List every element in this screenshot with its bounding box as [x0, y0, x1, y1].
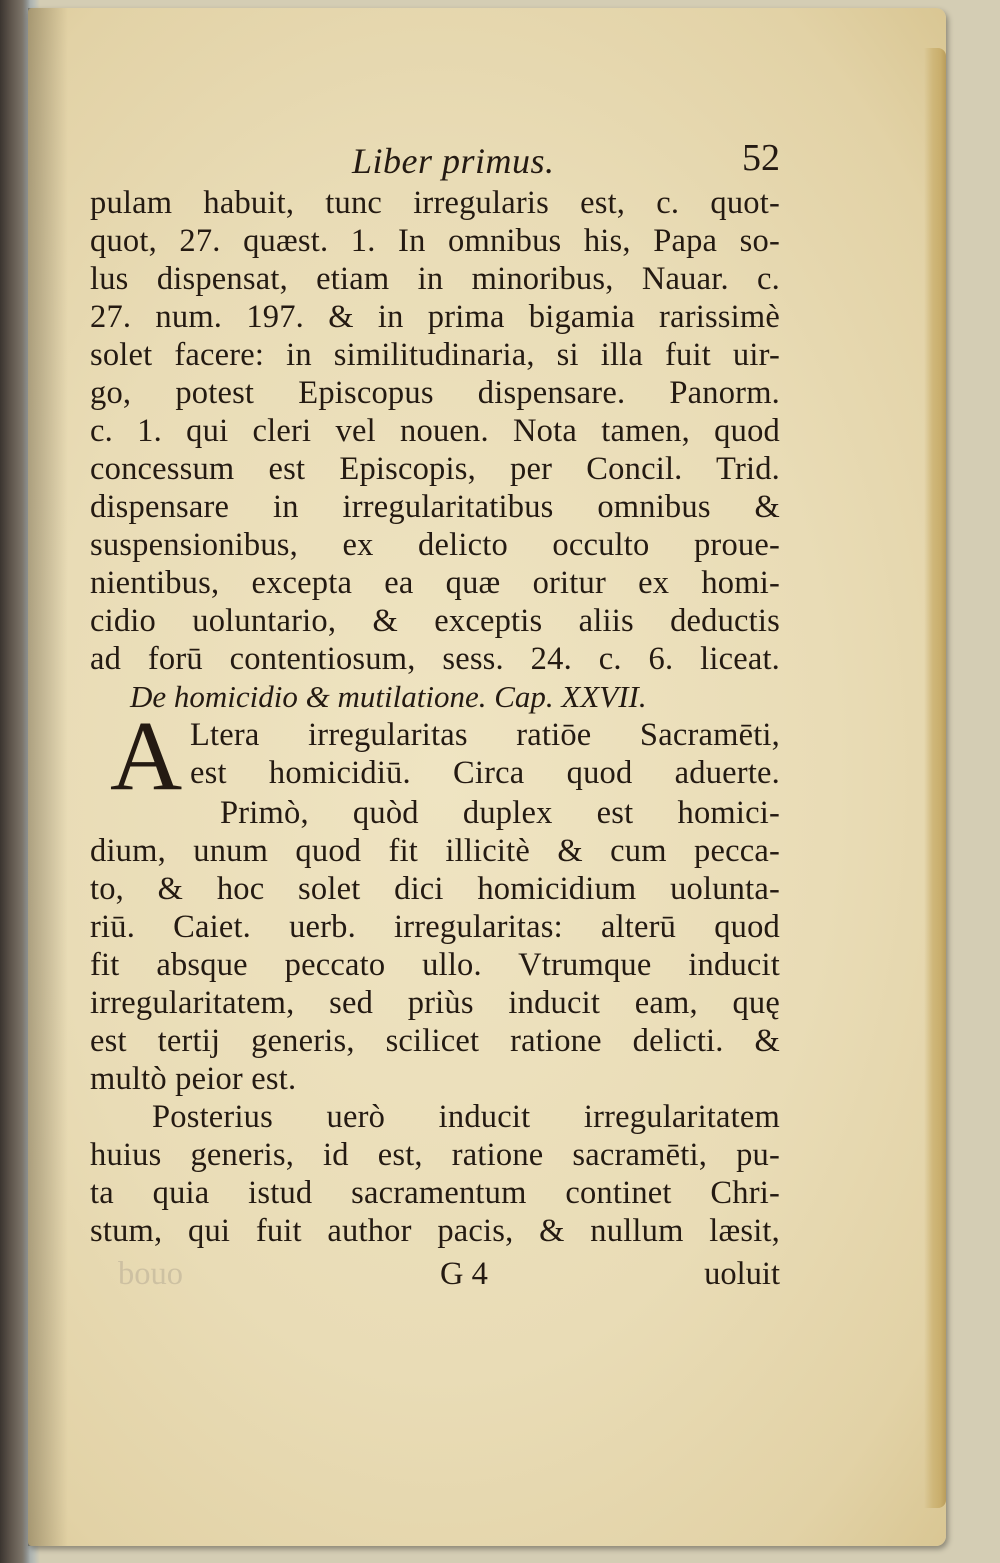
text-line: solet facere: in similitudinaria, si illa fuit uir-	[90, 337, 780, 373]
text-line: ta quia istud sacramentum continet Chri-	[90, 1175, 780, 1211]
text-line: ad forū contentiosum, sess. 24. c. 6. liceat.	[90, 641, 780, 677]
text-line: c. 1. qui cleri vel nouen. Nota tamen, quod	[90, 413, 780, 449]
text-line: lus dispensat, etiam in minoribus, Nauar. c.	[90, 261, 780, 297]
text-line: stum, qui fuit author pacis, & nullum læsit,	[90, 1213, 780, 1249]
drop-cap-initial: A	[110, 700, 183, 811]
text-line: dium, unum quod fit illicitè & cum pecca-	[90, 833, 780, 869]
text-line: suspensionibus, ex delicto occulto proue-	[90, 527, 780, 563]
running-title: Liber primus.	[352, 141, 555, 181]
text-line: quot, 27. quæst. 1. In omnibus his, Papa so-	[90, 223, 780, 259]
book-page	[28, 8, 946, 1546]
text-line: concessum est Episcopis, per Concil. Trid.	[90, 451, 780, 487]
text-line: pulam habuit, tunc irregularis est, c. quot-	[90, 185, 780, 221]
text-line: irregularitatem, sed priùs inducit eam, quę	[90, 985, 780, 1021]
text-line: fit absque peccato ullo. Vtrumque inducit	[90, 947, 780, 983]
text-line: est tertij generis, scilicet ratione delicti. &	[90, 1023, 780, 1059]
text-line: est homicidiū. Circa quod aduerte.	[190, 755, 780, 791]
text-line: multò peior est.	[90, 1061, 297, 1097]
text-line: Posterius uerò inducit irregularitatem	[152, 1099, 780, 1135]
text-line: cidio uoluntario, & exceptis aliis deductis	[90, 603, 780, 639]
text-line: Ltera irregularitas ratiōe Sacramēti,	[190, 717, 780, 753]
page-footer	[90, 1250, 780, 1290]
bleed-through-text: bouo	[118, 1256, 183, 1292]
text-line: go, potest Episcopus dispensare. Panorm.	[90, 375, 780, 411]
text-line: to, & hoc solet dici homicidium uolunta-	[90, 871, 780, 907]
initial-paragraph	[90, 700, 780, 811]
text-line: nientibus, excepta ea quæ oritur ex homi-	[90, 565, 780, 601]
text-line: riū. Caiet. uerb. irregularitas: alterū quod	[90, 909, 780, 945]
text-block	[90, 136, 780, 1290]
text-line: Primò, quòd duplex est homici-	[220, 795, 780, 831]
signature-mark: G 4	[440, 1256, 488, 1292]
text-line: dispensare in irregularitatibus omnibus &	[90, 489, 780, 525]
gutter-shadow	[28, 8, 68, 1546]
page-header	[90, 136, 780, 184]
book-spine	[0, 0, 30, 1563]
chapter-heading: De homicidio & mutilatione. Cap. XXVII.	[130, 679, 647, 714]
catchword: uoluit	[704, 1256, 780, 1292]
folio-number: 52	[742, 137, 780, 179]
text-line: 27. num. 197. & in prima bigamia rarissimè	[90, 299, 780, 335]
text-line: huius generis, id est, ratione sacramēti, pu-	[90, 1137, 780, 1173]
page-edge	[924, 48, 946, 1508]
